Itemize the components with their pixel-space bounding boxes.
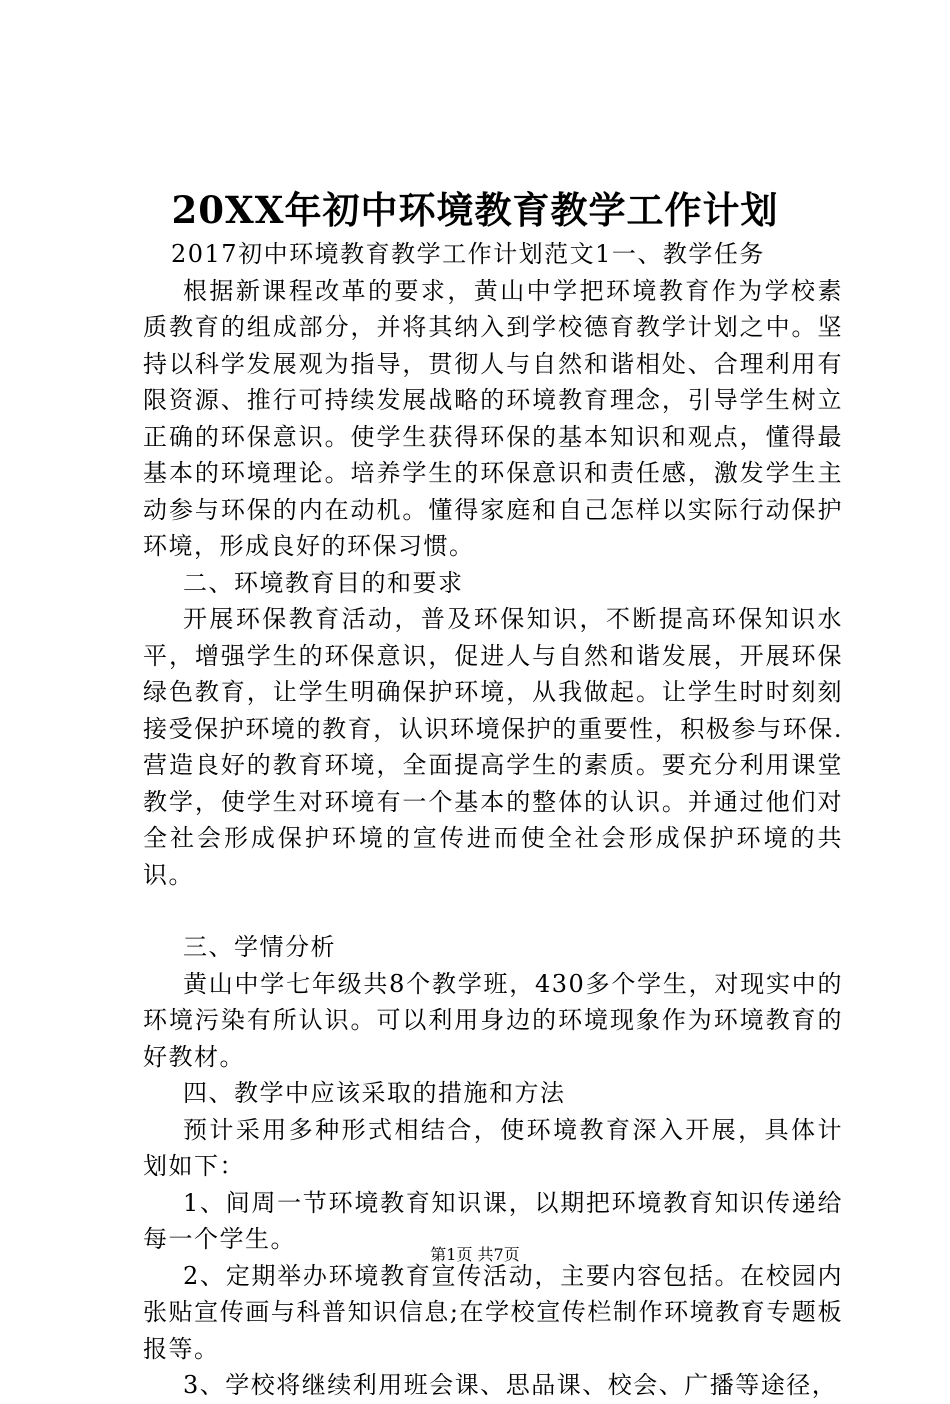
list-item-1: 1、间周一节环境教育知识课，以期把环境教育知识传递给每一个学生。 <box>143 1188 843 1253</box>
paragraph-measures-intro: 预计采用多种形式相结合，使环境教育深入开展，具体计划如下： <box>143 1115 843 1180</box>
section-heading-measures: 四、教学中应该采取的措施和方法 <box>183 1079 566 1107</box>
page-number-footer: 第1页 共7页 <box>430 1245 520 1264</box>
list-item-3: 3、学校将继续利用班会课、思品课、校会、广播等途径， <box>183 1371 838 1399</box>
paragraph-goals: 开展环保教育活动，普及环保知识，不断提高环保知识水平，增强学生的环保意识，促进人与自然和谐发展，开展环保绿色教育，让学生明确保护环境，从我做起。让学生时时刻刻接受保护环境的教育，认识环境保护的重要性，积极参与环保.营造良好的教育环境，全面提高学生的素质。要充分利用课堂教学，使学生对环境有一个基本的整体的认识。并通过他们对全社会形成保护环境的宣传进而使全社会形成保护环境的共识。 <box>143 605 843 889</box>
paragraph-analysis: 黄山中学七年级共8个教学班，430多个学生，对现实中的环境污染有所认识。可以利用身边的环境现象作为环境教育的好教材。 <box>143 969 843 1071</box>
document-title: 20XX年初中环境教育教学工作计划 <box>171 188 779 232</box>
list-item-2: 2、定期举办环境教育宣传活动，主要内容包括。在校园内张贴宣传画与科普知识信息;在学校宣传栏制作环境教育专题板报等。 <box>143 1261 843 1363</box>
section-heading-analysis: 三、学情分析 <box>183 933 336 961</box>
document-body <box>143 236 843 1404</box>
paragraph-intro: 2017初中环境教育教学工作计划范文1一、教学任务 <box>171 240 765 268</box>
section-heading-goals: 二、环境教育目的和要求 <box>183 568 464 597</box>
paragraph-teaching-tasks: 根据新课程改革的要求，黄山中学把环境教育作为学校素质教育的组成部分，并将其纳入到学校德育教学计划之中。坚持以科学发展观为指导，贯彻人与自然和谐相处、合理利用有限资源、推行可持续发展战略的环境教育理念，引导学生树立正确的环保意识。使学生获得环保的基本知识和观点，懂得最基本的环境理论。培养学生的环保意识和责任感，激发学生主动参与环保的内在动机。懂得家庭和自己怎样以实际行动保护环境，形成良好的环保习惯。 <box>143 276 843 560</box>
